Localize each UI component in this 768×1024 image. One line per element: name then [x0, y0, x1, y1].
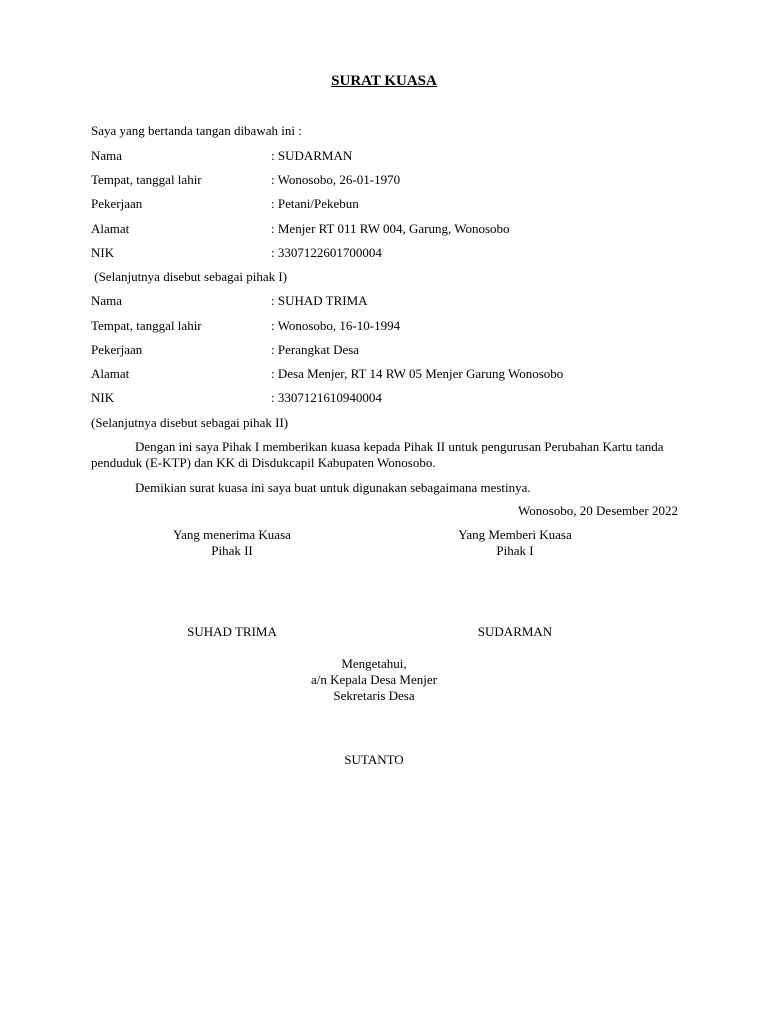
party2-note: (Selanjutnya disebut sebagai pihak II): [91, 415, 289, 430]
acknowledgement-name: SUTANTO: [344, 752, 404, 767]
receiver-name: SUHAD TRIMA: [187, 624, 277, 639]
party1-job-value: : Petani/Pekebun: [271, 196, 359, 211]
party1-address-value: : Menjer RT 011 RW 004, Garung, Wonosobo: [271, 221, 510, 236]
acknowledgement-block: [224, 656, 524, 704]
giver-role: Yang Memberi Kuasa: [458, 527, 572, 542]
party1-name-value: : SUDARMAN: [271, 148, 353, 163]
party1-note: (Selanjutnya disebut sebagai pihak I): [91, 269, 288, 284]
party2-address-value: : Desa Menjer, RT 14 RW 05 Menjer Garung Wonosobo: [271, 366, 564, 381]
party2-job-label: Pekerjaan: [91, 342, 143, 357]
party2-nik-value: : 3307121610940004: [271, 390, 382, 405]
party2-nik-label: NIK: [91, 390, 115, 405]
party2-job-value: : Perangkat Desa: [271, 342, 360, 357]
acknowledgement-line2: a/n Kepala Desa Menjer: [311, 672, 437, 687]
party2-name-label: Nama: [91, 293, 123, 308]
acknowledgement-line3: Sekretaris Desa: [333, 688, 415, 703]
party1-birth-value: : Wonosobo, 26-01-1970: [271, 172, 401, 187]
giver-signature-block: [415, 527, 615, 559]
receiver-role: Yang menerima Kuasa: [173, 527, 291, 542]
party2-name-value: : SUHAD TRIMA: [271, 293, 368, 308]
acknowledgement-line1: Mengetahui,: [341, 656, 407, 671]
party2-birth-value: : Wonosobo, 16-10-1994: [271, 318, 401, 333]
closing-paragraph: Demikian surat kuasa ini saya buat untuk digunakan sebagaimana mestinya.: [135, 480, 531, 495]
party1-nik-value: : 3307122601700004: [271, 245, 382, 260]
giver-party: Pihak I: [496, 543, 534, 558]
party1-name-label: Nama: [91, 148, 123, 163]
party2-birth-label: Tempat, tanggal lahir: [91, 318, 202, 333]
party1-birth-label: Tempat, tanggal lahir: [91, 172, 202, 187]
document-title: SURAT KUASA: [331, 73, 437, 89]
body-paragraph: Dengan ini saya Pihak I memberikan kuasa kepada Pihak II untuk pengurusan Perubahan Kartu tanda penduduk (E-KTP) dan KK di Disdukcapil Kabupaten Wonosobo.: [91, 439, 664, 470]
giver-name: SUDARMAN: [477, 624, 553, 639]
intro-text: Saya yang bertanda tangan dibawah ini :: [91, 123, 302, 138]
receiver-party: Pihak II: [211, 543, 253, 558]
receiver-signature-block: [132, 527, 332, 559]
party1-nik-label: NIK: [91, 245, 115, 260]
party1-address-label: Alamat: [91, 221, 130, 236]
place-date: Wonosobo, 20 Desember 2022: [518, 503, 678, 518]
party1-job-label: Pekerjaan: [91, 196, 143, 211]
party2-address-label: Alamat: [91, 366, 130, 381]
